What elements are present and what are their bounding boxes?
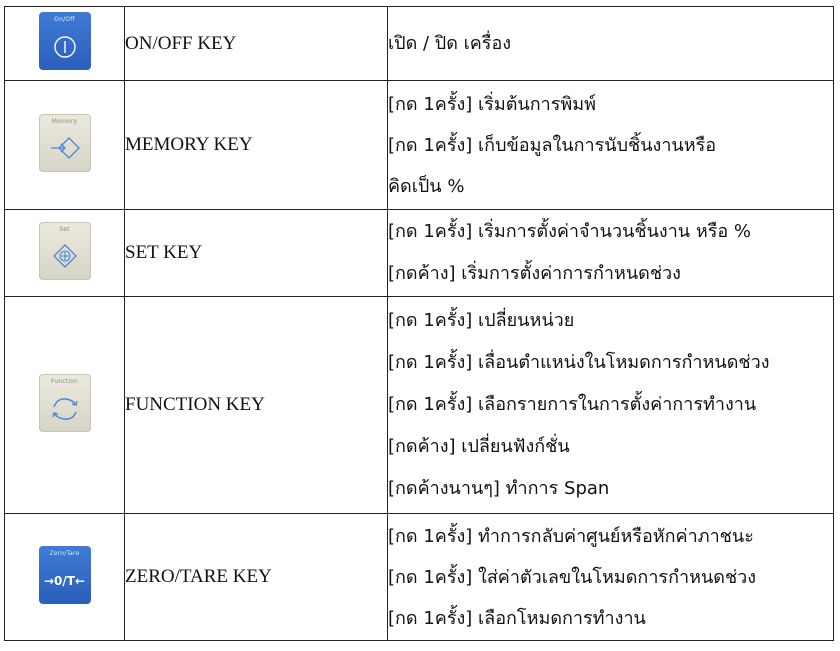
description-line: [กด 1ครั้ง] เลือกรายการในการตั้งค่าการทำงาน [388, 394, 757, 415]
description-line: [กด 1ครั้ง] เก็บข้อมูลในการนับชิ้นงานหรือ [388, 134, 717, 156]
key-description [388, 7, 834, 81]
description-line: [กดค้าง] เปลี่ยนฟังก์ชั่น [388, 436, 570, 457]
power-icon [39, 12, 91, 70]
description-line: [กด 1ครั้ง] เปลี่ยนหน่วย [388, 310, 575, 331]
description-line: [กด 1ครั้ง] เริ่มต้นการพิมพ์ [388, 93, 596, 115]
description-line: [กด 1ครั้ง] ใส่ค่าตัวเลขในโหมดการกำหนดช่วง [388, 566, 757, 588]
cap-label: Set [59, 225, 70, 233]
cap-label: Zero/Tare [49, 549, 80, 557]
key-name: SET KEY [125, 210, 388, 297]
description-line: เปิด / ปิด เครื่อง [388, 32, 512, 54]
cap-label: Memory [51, 117, 78, 125]
cap-label: On/Off [54, 16, 75, 23]
table-row [5, 81, 834, 210]
key-name: ON/OFF KEY [125, 7, 388, 81]
description-line: [กด 1ครั้ง] เลือกโหมดการทำงาน [388, 607, 646, 629]
cap-label: Function [50, 377, 79, 385]
key-function-table [4, 6, 834, 641]
key-name: ZERO/TARE KEY [125, 514, 388, 641]
function-key-image [39, 374, 91, 432]
key-name: FUNCTION KEY [125, 297, 388, 514]
icon-cell [5, 210, 125, 297]
description-line: [กด 1ครั้ง] ทำการกลับค่าศูนย์หรือหักค่าภาชนะ [388, 525, 754, 547]
table-row [5, 297, 834, 514]
description-line: [กด 1ครั้ง] เลื่อนตำแหน่งในโหมดการกำหนดช่วง [388, 352, 770, 373]
key-description [388, 81, 834, 210]
on-off-key-image [39, 12, 91, 70]
description-line: [กดค้างนานๆ] ทำการ Span [388, 478, 610, 499]
table-row [5, 210, 834, 297]
set-diamond-plus-icon [39, 222, 91, 280]
description-line: คิดเป็น % [388, 175, 465, 197]
table-row [5, 7, 834, 81]
zero-tare-key-image [39, 546, 91, 604]
memory-arrow-diamond-icon [39, 114, 91, 172]
icon-cell [5, 81, 125, 210]
description-line: [กดค้าง] เริ่มการตั้งค่าการกำหนดช่วง [388, 263, 681, 284]
table-row [5, 514, 834, 641]
memory-key-image [39, 114, 91, 172]
function-cycle-arrows-icon [39, 374, 91, 432]
icon-cell [5, 7, 125, 81]
key-name: MEMORY KEY [125, 81, 388, 210]
icon-cell [5, 297, 125, 514]
set-key-image [39, 222, 91, 280]
key-description [388, 514, 834, 641]
description-line: [กด 1ครั้ง] เริ่มการตั้งค่าจำนวนชิ้นงาน หรือ % [388, 221, 751, 242]
key-description [388, 297, 834, 514]
icon-cell [5, 514, 125, 641]
key-description [388, 210, 834, 297]
zero-tare-icon: →0/T← [43, 573, 86, 588]
